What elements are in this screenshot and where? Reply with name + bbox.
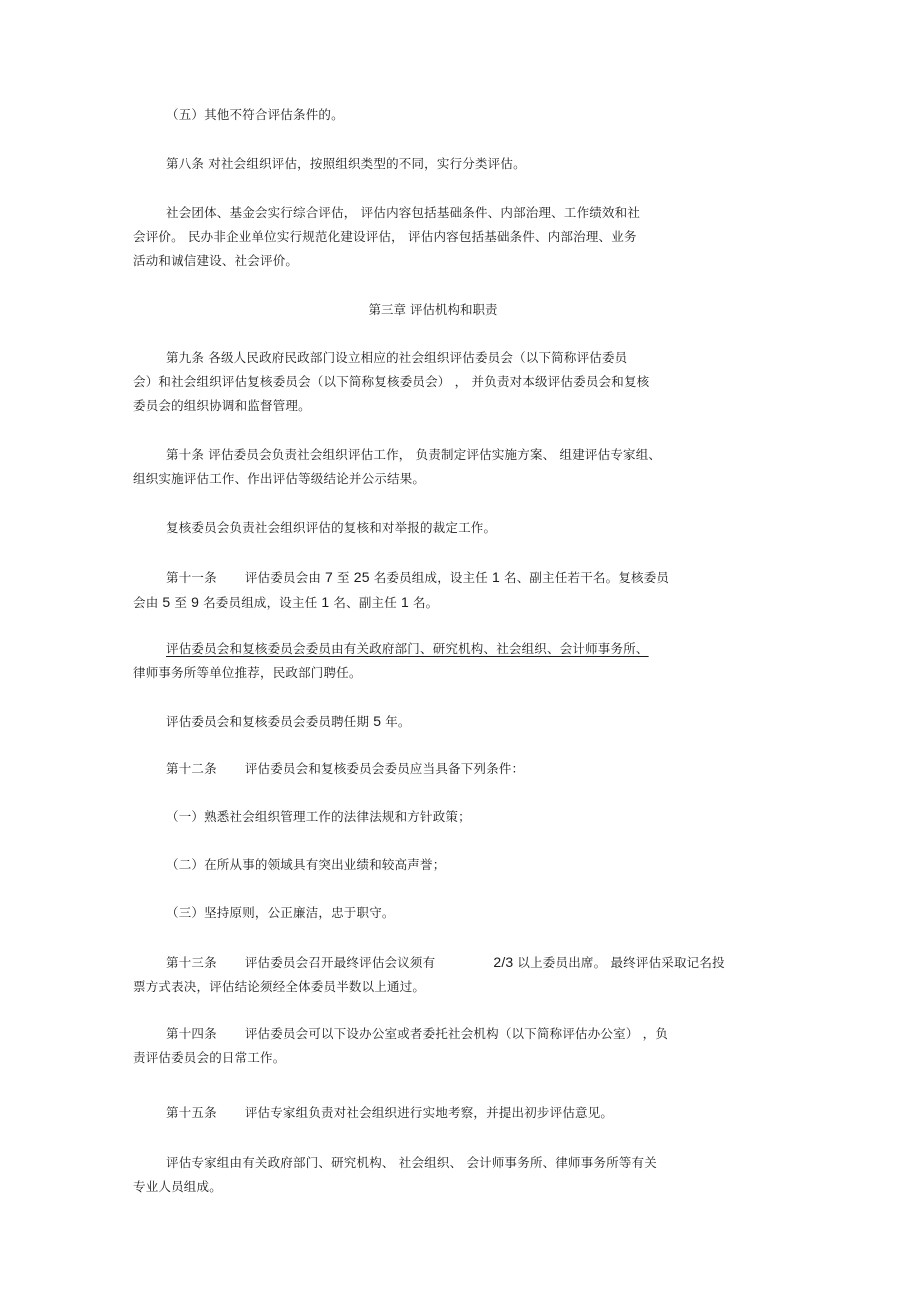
article-11 xyxy=(133,565,733,615)
paragraph-line: 会评价。 民办非企业单位实行规范化建设评估， 评估内容包括基础条件、内部治理、业务 xyxy=(133,229,637,244)
paragraph-line: 评估专家组由有关政府部门、研究机构、 社会组织、 会计师事务所、律师事务所等有关 xyxy=(166,1155,657,1170)
article-12 xyxy=(133,757,766,781)
paragraph-line xyxy=(133,1022,733,1046)
item-5-text: （五）其他不符合评估条件的。 xyxy=(166,107,344,122)
expert-group-composition xyxy=(133,1151,733,1199)
article-label: 第十一条 xyxy=(166,570,217,585)
article-label: 第十二条 xyxy=(166,761,217,776)
paragraph-line: 责评估委员会的日常工作。 xyxy=(133,1050,286,1065)
paragraph-line xyxy=(133,565,733,590)
number: 5 xyxy=(162,594,171,610)
paragraph-line xyxy=(133,637,733,661)
paragraph-line: 复核委员会负责社会组织评估的复核和对举报的裁定工作。 xyxy=(166,520,497,535)
article-9 xyxy=(133,346,733,418)
text: 至 xyxy=(174,595,188,610)
chapter-3-heading: 第三章 评估机构和职责 xyxy=(368,302,498,317)
paragraph-line: 活动和诚信建设、社会评价。 xyxy=(133,253,299,268)
text: 评估委员会由 xyxy=(244,570,322,585)
text: 名、副主任若干名。复核委员 xyxy=(504,570,670,585)
condition-2 xyxy=(133,853,766,877)
text: 年。 xyxy=(385,714,411,729)
text: 评估委员会召开最终评估会议须有 xyxy=(244,955,436,970)
term-of-office xyxy=(133,709,766,734)
article-label: 第十四条 xyxy=(166,1026,217,1041)
article-label: 第十五条 xyxy=(166,1105,217,1120)
paragraph-line xyxy=(133,590,733,615)
number: 25 xyxy=(353,569,370,585)
underlined-text: 评估委员会和复核委员会委员由有关政府部门、研究机构、社会组织、会计师事务所、 xyxy=(166,641,649,656)
text: 名。 xyxy=(412,595,439,610)
paragraph-line xyxy=(166,757,766,781)
article-label: 第十三条 xyxy=(166,955,217,970)
number: 1 xyxy=(321,594,330,610)
number: 2/3 xyxy=(493,954,514,970)
paragraph-line xyxy=(166,1101,766,1125)
paragraph-line: 第九条 各级人民政府民政部门设立相应的社会组织评估委员会（以下简称评估委员 xyxy=(166,350,628,365)
article-14 xyxy=(133,1022,733,1070)
text: 以上委员出席。 最终评估采取记名投 xyxy=(517,955,725,970)
paragraph-line: 会）和社会组织评估复核委员会（以下简称复核委员会） ， 并负责对本级评估委员会和复核 xyxy=(133,374,650,389)
paragraph-line: （二）在所从事的领域具有突出业绩和较高声誉； xyxy=(166,857,446,872)
text: 评估委员会和复核委员会委员聘任期 xyxy=(166,714,370,729)
number: 9 xyxy=(191,594,200,610)
item-5 xyxy=(133,103,766,127)
paragraph-line: 组织实施评估工作、作出评估等级结论并公示结果。 xyxy=(133,471,426,486)
number: 1 xyxy=(492,569,501,585)
paragraph-line: 专业人员组成。 xyxy=(133,1179,222,1194)
members-source xyxy=(133,637,733,685)
text: 评估委员会和复核委员会委员应当具备下列条件： xyxy=(244,761,525,776)
number: 5 xyxy=(373,713,382,729)
paragraph-evaluation-types xyxy=(133,201,733,273)
paragraph-line: 律师事务所等单位推荐，民政部门聘任。 xyxy=(133,665,362,680)
review-committee-duty xyxy=(133,516,766,540)
paragraph-line: 第十条 评估委员会负责社会组织评估工作， 负责制定评估实施方案、 组建评估专家组、 xyxy=(166,447,662,462)
paragraph-line xyxy=(133,950,733,975)
text: 至 xyxy=(337,570,350,585)
article-8 xyxy=(133,152,766,176)
article-15 xyxy=(133,1101,766,1125)
text: 名、副主任 xyxy=(333,595,397,610)
condition-1 xyxy=(133,805,766,829)
paragraph-line: 社会团体、基金会实行综合评估， 评估内容包括基础条件、内部治理、工作绩效和社 xyxy=(166,205,641,220)
paragraph-line: （一）熟悉社会组织管理工作的法律法规和方针政策； xyxy=(166,809,471,824)
paragraph-line: （三）坚持原则，公正廉洁，忠于职守。 xyxy=(166,905,395,920)
text: 名委员组成，设主任 xyxy=(373,570,489,585)
article-13 xyxy=(133,950,733,999)
paragraph-line: 票方式表决，评估结论须经全体委员半数以上通过。 xyxy=(133,979,426,994)
number: 1 xyxy=(400,594,409,610)
article-8-text: 第八条 对社会组织评估，按照组织类型的不同，实行分类评估。 xyxy=(166,156,526,171)
number: 7 xyxy=(325,569,334,585)
paragraph-line xyxy=(166,709,766,734)
article-10 xyxy=(133,443,733,491)
condition-3 xyxy=(133,901,766,925)
text: 会由 xyxy=(133,595,159,610)
text: 评估专家组负责对社会组织进行实地考察，并提出初步评估意见。 xyxy=(244,1105,614,1120)
text: 名委员组成，设主任 xyxy=(203,595,318,610)
text: 评估委员会可以下设办公室或者委托社会机构（以下简称评估办公室） ，负 xyxy=(244,1026,669,1041)
paragraph-line: 委员会的组织协调和监督管理。 xyxy=(133,398,311,413)
